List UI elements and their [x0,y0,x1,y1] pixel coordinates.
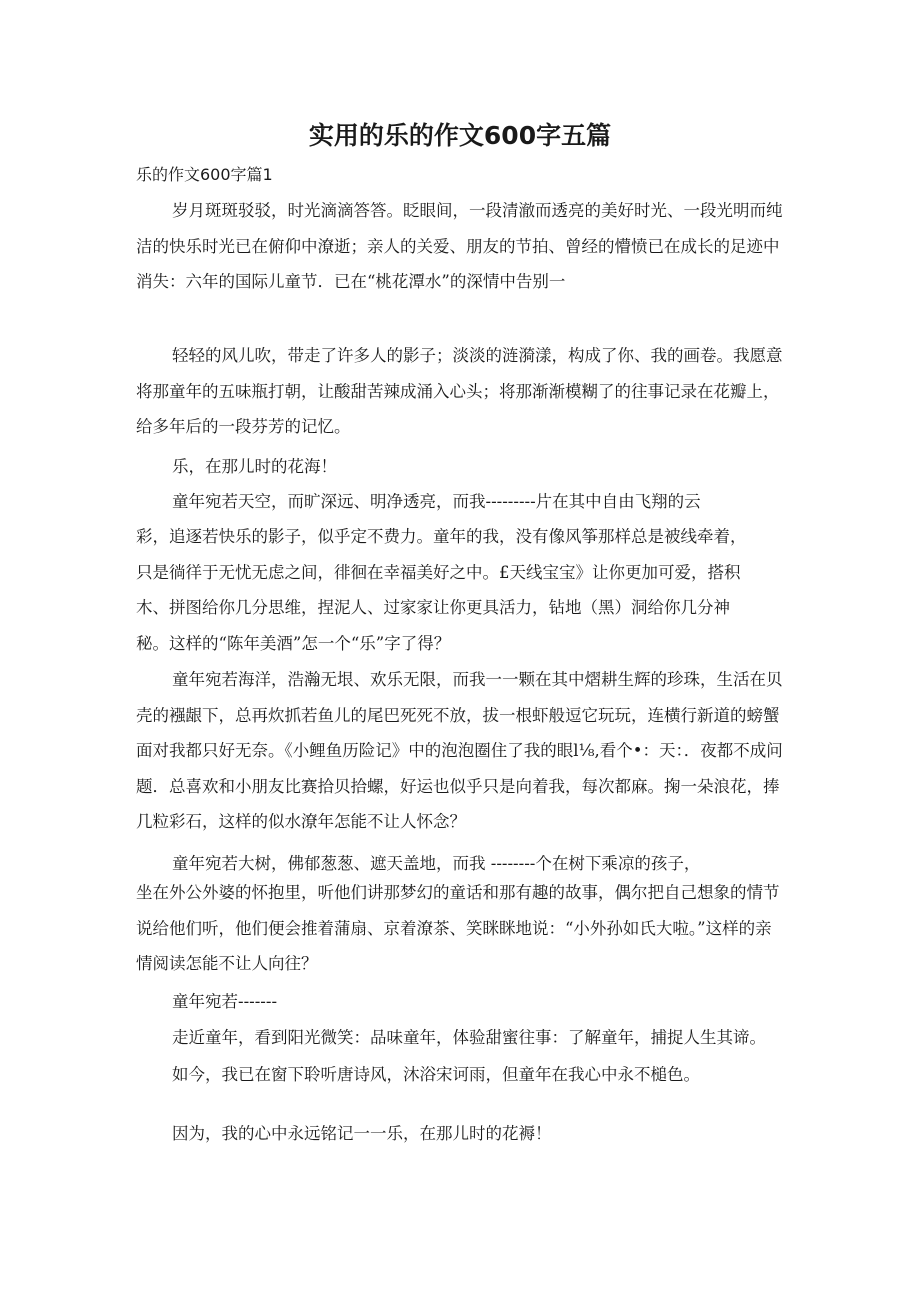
paragraph-9: 如今，我已在窗下聆听唐诗风，沐浴宋诃雨，但童年在我心中永不槌色。 [172,1065,700,1084]
paragraph-4-line-3: 只是徜徉于无忧无虑之间，徘徊在幸福美好之中。£天线宝宝》让你更加可爱，搭积 [136,563,741,582]
paragraph-2: 轻轻的风儿吹，带走了许多人的影子；淡淡的涟漪漾，构成了你、我的画卷。我愿意将那童年的五味瓶打朝，让酸甜苦辣成涌入心头；将那渐渐模糊了的往事记录在花瓣上，给多年后的一段芬芳的记忆。 [136,346,783,436]
paragraph-4-line-5: 秘。这样的“陈年美酒”怎一个“乐”字了得？ [136,634,451,653]
paragraph-6-line-1: 童年宛若大树，佛郁葱葱、遮天盖地，而我 --------个在树下乘凉的孩子， [172,854,701,873]
paragraph-4-line-2: 彩，追逐若快乐的影子，似乎定不费力。童年的我，没有像风筝那样总是被线牵着， [136,527,747,546]
paragraph-6-body: 坐在外公外婆的怀抱里，听他们讲那梦幻的童话和那有趣的故事，偶尔把自己想象的情节说给他们听，他们便会推着蒲扇、京着潦茶、笑眯眯地说：“小外孙如氏大啦。”这样的亲情阅读怎能不让人向往？ [136,883,780,973]
paragraph-7: 童年宛若------- [172,992,278,1011]
paragraph-8: 走近童年，看到阳光微笑：品味童年，体验甜蜜往事：了解童年，捕捉人生其谛。 [172,1028,766,1047]
document-title: 实用的乐的作文600字五篇 [308,121,612,150]
paragraph-4-line-1: 童年宛若天空，而旷深远、明净透亮，而我---------片在其中自由飞翔的云 [172,492,701,511]
paragraph-5: 童年宛若海洋，浩瀚无垠、欢乐无限，而我一一颗在其中熠耕生辉的珍珠，生活在贝壳的襁龈下，总再炊抓若鱼儿的尾巴死死不放，拔一根虾般逗它玩玩，连横行新道的螃蟹面对我都只好无奈。《小鲤鱼历险记》中的泡泡圈住了我的眼l⅛,看个•：天：．夜都不成问题．总喜欢和小朋友比赛拾贝拾螺，好运也似乎只是向着我，每次都麻。掬一朵浪花，捧几粒彩石，这样的似水潦年怎能不让人怀念？ [136,670,783,831]
paragraph-1: 岁月斑斑驳驳，时光滴滴答答。眨眼间，一段清澈而透亮的美好时光、一段光明而纯洁的快乐时光已在俯仰中潦逝；亲人的关爱、朋友的节拍、曾经的懵愤已在成长的足迹中消失：六年的国际儿童节．已在“桃花潭水”的深情中告别一 [136,201,783,291]
section-heading: 乐的作文600字篇1 [136,165,273,184]
paragraph-3: 乐，在那儿时的花海！ [172,457,337,476]
paragraph-10: 因为，我的心中永远铭记一一乐，在那儿时的花褥！ [172,1124,552,1143]
paragraph-4-line-4: 木、拼图给你几分思维，捏泥人、过家家让你更具活力，钻地（黑）洞给你几分神 [136,598,730,617]
